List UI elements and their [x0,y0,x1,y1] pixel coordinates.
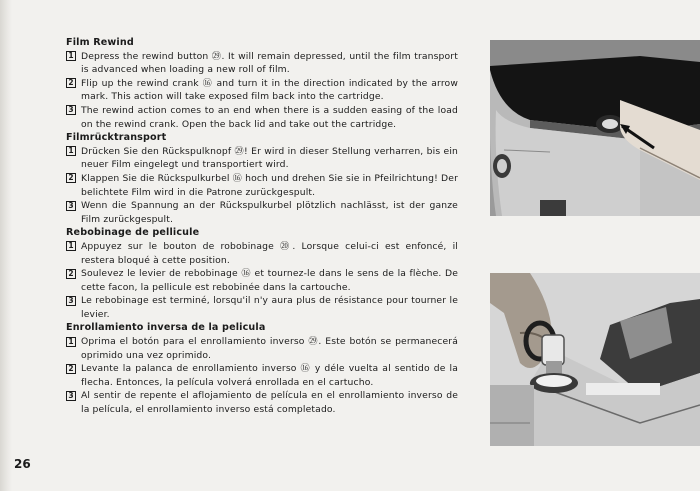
step-number: 1 [66,241,76,251]
step-item [66,77,458,104]
camera-rewind-crank-photo [490,273,700,446]
step-text: Al sentir de repente el aflojamiento de película en el enrollamiento inverso de la película, el enrollamiento inverso está completado. [81,390,458,416]
step-text: Drücken Sie den Rückspulknopf ㉙! Er wird in dieser Stellung verharren, bis ein neuer Film eingelegt und transportiert wird. [81,145,458,171]
step-number: 2 [66,173,76,183]
step-text: Oprima el botón para el enrollamiento inverso ㉙. Este botón se permanecerá oprimido una vez oprimido. [81,336,458,361]
section-title: Rebobinage de pellicule [66,227,200,239]
step-number: 3 [66,201,76,211]
section-title: Enrollamiento inversa de la pelicula [66,322,266,334]
step-text: Le rebobinage est terminé, lorsqu'il n'y aura plus de résistance pour tourner le levier. [81,295,458,320]
section-title: Filmrücktransport [66,132,167,144]
step-text: Appuyez sur le bouton de robobinage ⑳. Lorsque celui-ci est enfoncé, il restera bloqué à cette position. [81,240,458,266]
step-number: 3 [66,105,76,115]
step-number: 1 [66,51,76,61]
camera-rewind-button-photo [490,40,700,216]
step-text: Flip up the rewind crank ⑯ and turn it in the direction indicated by the arrow mark. This action will take exposed film back into the cartridge. [81,77,458,103]
step-item [66,199,458,226]
step-text: Klappen Sie die Rückspulkurbel ⑯ hoch und drehen Sie sie in Pfeilrichtung! Der belichtete Film wird in die Patrone zurückgespult. [81,172,458,198]
step-item [66,267,458,294]
step-number: 1 [66,337,76,347]
step-item [66,240,458,267]
step-item [66,172,458,199]
step-item [66,294,458,321]
step-number: 2 [66,364,76,374]
step-number: 2 [66,78,76,88]
step-item [66,50,458,77]
step-text: Soulevez le levier de rebobinage ⑯ et tournez-le dans le sens de la flèche. De cette facon, la pellicule est rebobinée dans la cartouche. [81,268,458,293]
step-item [66,362,458,389]
page-edge [0,0,12,491]
step-item [66,104,458,131]
page-number: 26 [14,457,31,471]
step-item [66,145,458,172]
step-text: The rewind action comes to an end when there is a sudden easing of the load on the rewind crank. Open the back lid and take out the cartridge. [81,104,458,130]
instruction-column [66,36,458,417]
step-number: 3 [66,391,76,401]
step-text: Depress the rewind button ㉙. It will remain depressed, until the film transport is advanced when loading a new roll of film. [81,50,458,76]
step-number: 2 [66,269,76,279]
section-title: Film Rewind [66,37,134,48]
step-item [66,335,458,362]
step-number: 3 [66,296,76,306]
step-number: 1 [66,146,76,156]
step-text: Wenn die Spannung an der Rückspulkurbel plötzlich nachlässt, ist der ganze Film zurückgespult. [81,200,458,225]
step-text: Levante la palanca de enrollamiento inverso ⑯ y déle vuelta al sentido de la flecha. Entonces, la película volverá enrollada en el cartucho. [81,363,458,388]
step-item [66,389,458,416]
